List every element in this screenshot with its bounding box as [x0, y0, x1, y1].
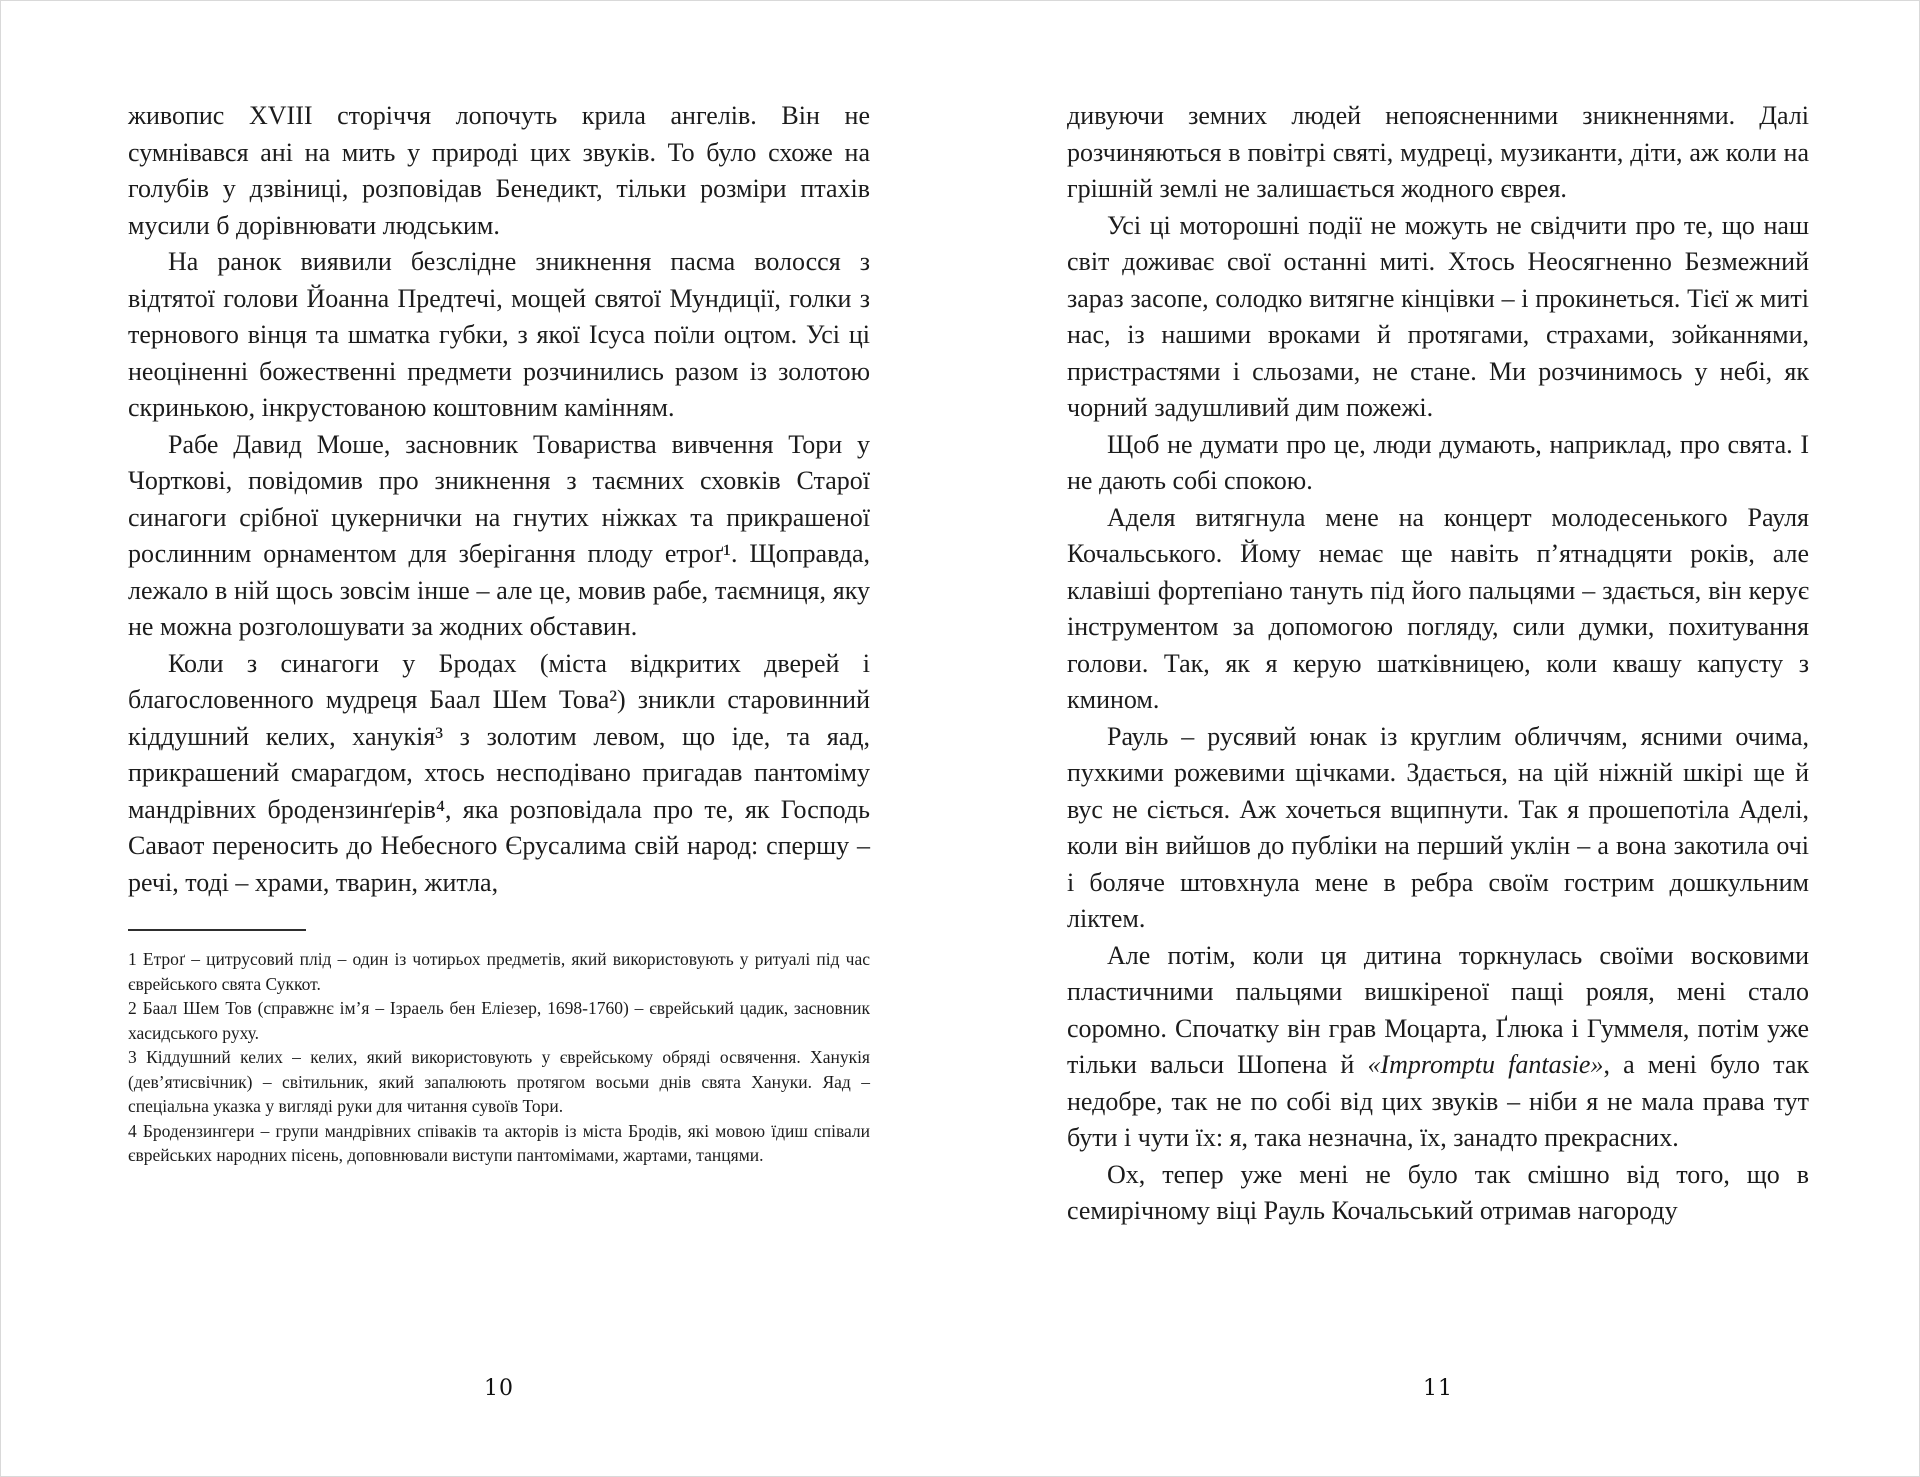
paragraph: Щоб не думати про це, люди думають, наприклад, про свята. І не дають собі спокою.: [1067, 429, 1809, 495]
footnotes-block: [128, 947, 870, 1168]
paragraph: Аделя витягнула мене на концерт молодесенького Рауля Кочальського. Йому немає ще навіть п’ятнадцяти років, але клавіші фортепіано тануть під його пальцями – здається, він керує інструментом за допомогою погляду, сили думки, похитування голови. Так, як я керую шатківницею, коли квашу капусту з кмином.: [1067, 502, 1809, 714]
paragraph-text: , а мені було так недобре, так не по собі від цих звуків – ніби я не мала права тут бути і чути їх: я, така незначна, їх, занадто прекрасних.: [1067, 1050, 1809, 1152]
paragraph: Усі ці моторошні події не можуть не свідчити про те, що наш світ доживає свої останні миті. Хтось Неосягненно Безмежний зараз засопе, солодко витягне кінцівки – і прокинеться. Тієї ж миті нас, із нашими вроками й протягами, страхами, зойканнями, пристрастями і сльозами, не стане. Ми розчинимось у небі, як чорний задушливий дим пожежі.: [1067, 210, 1809, 422]
work-title-italic: «Impromptu fantasie»: [1367, 1050, 1604, 1079]
paragraph: живопис XVIII сторіччя лопочуть крила ангелів. Він не сумнівався ані на мить у природі цих звуків. То було схоже на голубів у дзвіниці, розповідав Бенедикт, тільки розміри птахів мусили б дорівнювати людським.: [128, 101, 870, 240]
paragraph: Коли з синагоги у Бродах (міста відкритих дверей і благословенного мудреця Баал Шем Това²) зникли старовинний кіддушний келих, ханукія³ з золотим левом, що іде, та яад, прикрашений смарагдом, хтось несподівано пригадав пантоміму мандрівних бродензинґерів⁴, яка розповідала про те, як Господь Саваот переносить до Небесного Єрусалима свій народ: спершу – речі, тоді – храми, тварин, житла,: [128, 648, 870, 897]
paragraph: [1067, 938, 1809, 1157]
page-left-text-column: [128, 98, 870, 1168]
footnote: 2 Баал Шем Тов (справжнє ім’я – Ізраель бен Еліезер, 1698-1760) – єврейський цадик, засновник хасидського руху.: [128, 998, 870, 1043]
paragraph: Рауль – русявий юнак із круглим обличчям, ясними очима, пухкими рожевими щічками. Здається, на цій ніжній шкірі ще й вус не сіється. Аж хочеться вщипнути. Так я прошепотіла Аделі, коли він вийшов до публіки на перший уклін – а вона закотила очі і боляче штовхнула мене в ребра своїм гострим дошкульним ліктем.: [1067, 721, 1809, 933]
paragraph: На ранок виявили безслідне зникнення пасма волосся з відтятої голови Йоанна Предтечі, мощей святої Мундиції, голки з тернового вінця та шматка губки, з якої Ісуса поїли оцтом. Усі ці неоціненні божественні предмети розчинились разом із золотою скринькою, інкрустованою коштовним камінням.: [128, 247, 870, 422]
paragraph: Рабе Давид Моше, засновник Товариства вивчення Тори у Чорткові, повідомив про зникнення з таємних сховків Старої синагоги срібної цукернички на гнутих ніжках та прикрашеної рослинним орнаментом для зберігання плоду етроґ¹. Щоправда, лежало в ній щось зовсім інше – але це, мовив рабе, таємниця, яку не можна розголошувати за жодних обставин.: [128, 429, 870, 641]
paragraph: Ох, тепер уже мені не було так смішно від того, що в семирічному віці Рауль Кочальський отримав нагороду: [1067, 1159, 1809, 1225]
page-number-right: 11: [1423, 1376, 1453, 1401]
paragraph-text: Але потім, коли ця дитина торкнулась своїми восковими пластичними пальцями вишкіреної пащі рояля, мені стало соромно. Спочатку він грав Моцарта, Ґлюка і Гуммеля, потім уже тільки вальси Шопена й: [1067, 940, 1809, 1079]
page-number-left: 10: [484, 1376, 514, 1401]
footnote: 3 Кіддушний келих – келих, який використовують у єврейському обряді освячення. Ханукія (дев’ятисвічник) – світильник, який запалюють протягом восьми днів свята Хануки. Яад – спеціальна указка у вигляді руки для читання сувоїв Тори.: [128, 1047, 870, 1116]
footnote: 4 Бродензингери – групи мандрівних співаків та акторів із міста Бродів, які мовою їдиш співали єврейських народних пісень, доповнювали виступи пантомімами, жартами, танцями.: [128, 1120, 870, 1165]
page-right-text-column: [1067, 98, 1809, 1230]
footnote: 1 Етроґ – цитрусовий плід – один із чотирьох предметів, який використовують у ритуалі під час єврейського свята Суккот.: [128, 949, 870, 994]
paragraph: дивуючи земних людей непоясненними зникненнями. Далі розчиняються в повітрі святі, мудреці, музиканти, діти, аж коли на грішній землі не залишається жодного єврея.: [1067, 101, 1809, 203]
footnote-separator: [128, 929, 306, 931]
